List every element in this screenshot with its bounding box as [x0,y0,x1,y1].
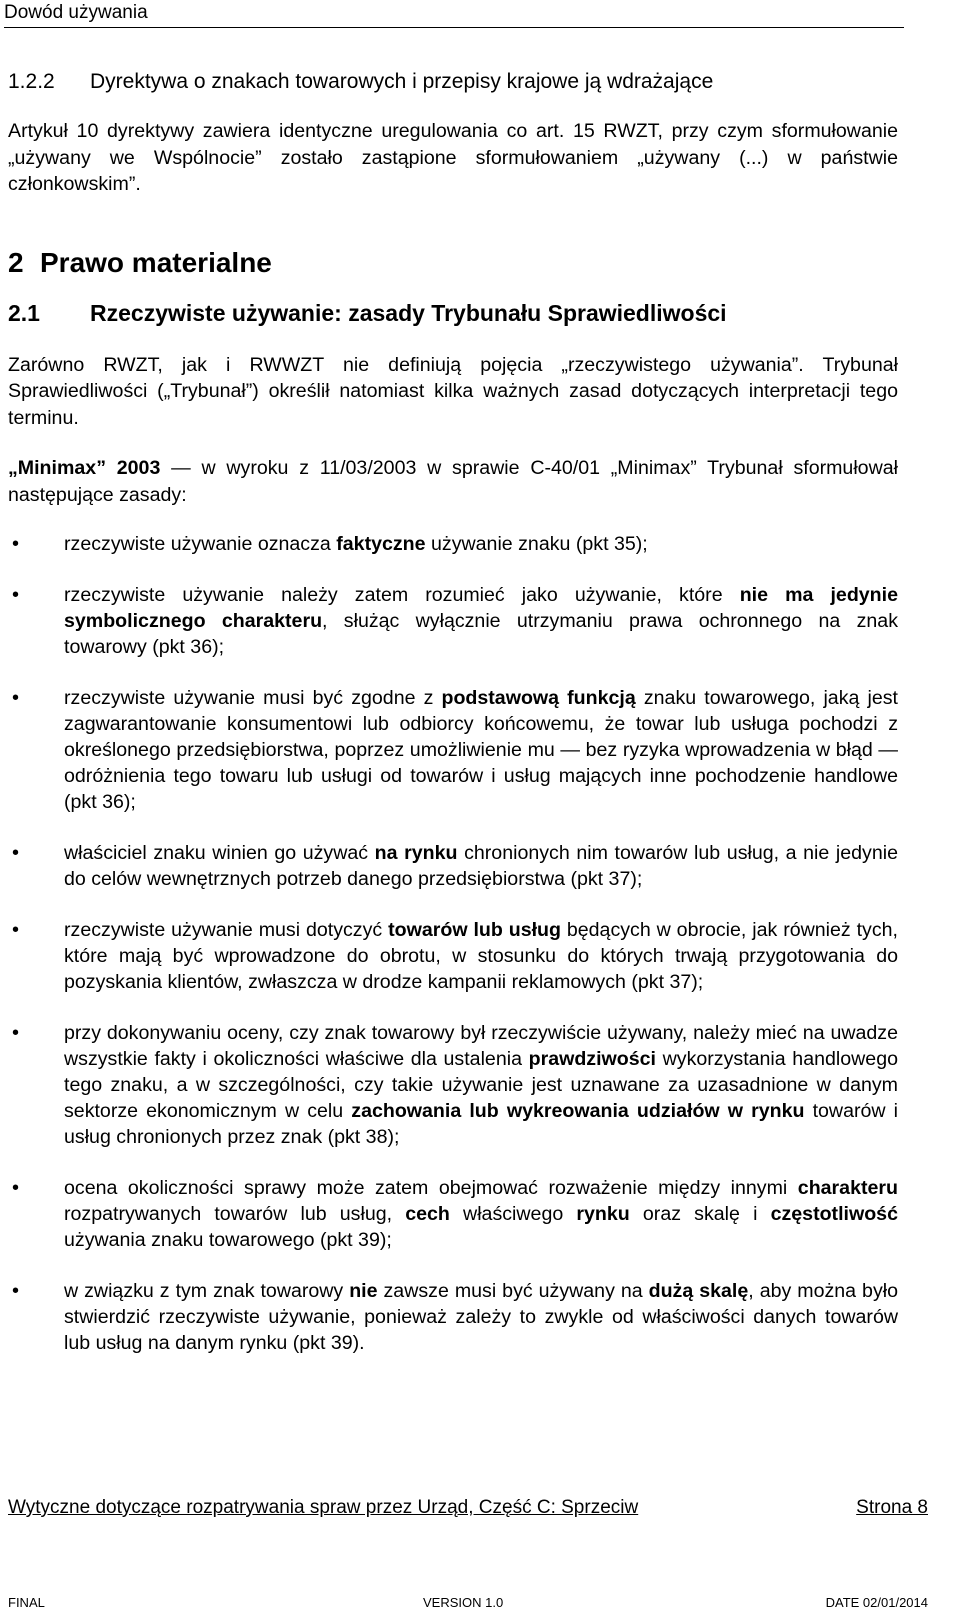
list-item: • w związku z tym znak towarowy nie zawsze musi być używany na dużą skalę, aby można było stwierdzić rzeczywiste używanie, ponieważ zależy to zwykle od właściwości danych towarów lub usług na danym rynku (pkt 39). [12,1280,899,1354]
bullet-dot-icon: • [12,842,20,864]
list-item: • rzeczywiste używanie należy zatem rozumieć jako używanie, które nie ma jedynie symbolicznego charakteru, służąc wyłącznie utrzymaniu prawa ochronnego na znak towarowy (pkt 36); [12,584,898,658]
document-body [8,68,898,1381]
paragraph-minimax [8,455,898,508]
bullet-dot-icon: • [12,1177,20,1199]
case-name: „Minimax” 2003 [8,457,161,479]
footer-status: FINAL [8,1595,45,1610]
bullet-dot-icon: • [12,919,20,941]
version-footer [8,1594,928,1614]
heading-title: Dyrektywa o znakach towarowych i przepisy krajowe ją wdrażające [90,70,714,93]
heading-2-1 [8,298,898,328]
list-item: • przy dokonywaniu oceny, czy znak towarowy był rzeczywiście używany, należy mieć na uwadze wszystkie fakty i okoliczności właściwe dla ustalenia prawdziwości wykorzystania handlowego tego znaku, a w szczególności, czy takie używanie jest uznawane za uzasadnione w danym sektorze ekonomicznym w celu zachowania lub wykreowania udziałów w rynku towarów i usług chronionych przez znak (pkt 38); [12,1022,899,1148]
heading-number: 2.1 [8,299,40,326]
footer-version: VERSION 1.0 [423,1595,504,1610]
list-item: • rzeczywiste używanie musi dotyczyć towarów lub usług będących w obrocie, jak również tych, które mają być wprowadzone do obrotu, w stosunku do których trwają przygotowania do pozyskania klientów, zwłaszcza w drodze kampanii reklamowych (pkt 37); [12,919,898,993]
paragraph-definition: Zarówno RWZT, jak i RWWZT nie definiują pojęcia „rzeczywistego używania”. Trybunał Sprawiedliwości („Trybunał”) określił natomiast kilka ważnych zasad dotyczących interpretacji tego terminu. [8,353,898,429]
bullet-dot-icon: • [12,1280,20,1302]
heading-number: 1.2.2 [8,70,55,93]
principles-list [8,531,898,1356]
bullet-dot-icon: • [12,1022,20,1044]
footer-page-number: Strona 8 [856,1497,928,1518]
heading-2 [8,246,898,280]
footer-date: DATE 02/01/2014 [825,1595,928,1610]
paragraph-art-10: Artykuł 10 dyrektywy zawiera identyczne uregulowania co art. 15 RWZT, przy czym sformułowanie „używany we Wspólnocie” zostało zastąpione sformułowaniem „używany (...) w państwie członkowskim”. [8,120,898,195]
heading-title: Prawo materialne [40,246,272,278]
list-item: • ocena okoliczności sprawy może zatem obejmować rozważenie między innymi charakteru rozpatrywanych towarów lub usług, cech właściwego rynku oraz skalę i częstotliwość używania znaku towarowego (pkt 39); [12,1177,898,1251]
list-item: • rzeczywiste używanie oznacza faktyczne używanie znaku (pkt 35); [12,533,648,555]
list-item: • właściciel znaku winien go używać na rynku chronionych nim towarów lub usług, a nie jedynie do celów wewnętrznych potrzeb danego przedsiębiorstwa (pkt 37); [12,842,898,890]
bullet-dot-icon: • [12,584,20,606]
heading-title: Rzeczywiste używanie: zasady Trybunału Sprawiedliwości [90,299,727,326]
list-item: • rzeczywiste używanie musi być zgodne z podstawową funkcją znaku towarowego, jaką jest zagwarantowanie konsumentowi lub odbiorcy końcowemu, że towar lub usługa pochodzi z określonego przedsiębiorstwa, poprzez umożliwienie mu — bez ryzyka wprowadzenia w błąd — odróżnienia tego towaru lub usługi od towarów i usług mających inne pochodzenie handlowe (pkt 36); [12,687,898,813]
heading-number: 2 [8,246,24,278]
running-header: Dowód używania [4,2,148,23]
bullet-dot-icon: • [12,533,20,555]
case-text: — w wyroku z 11/03/2003 w sprawie C-40/01 „Minimax” Trybunał sformułował następujące zasady: [8,457,898,506]
footer-document-title: Wytyczne dotyczące rozpatrywania spraw przez Urząd, Część C: Sprzeciw [8,1497,639,1518]
header-rule [4,27,904,28]
page-footer [8,1496,928,1522]
bullet-dot-icon: • [12,687,20,709]
heading-1-2-2 [8,68,898,96]
